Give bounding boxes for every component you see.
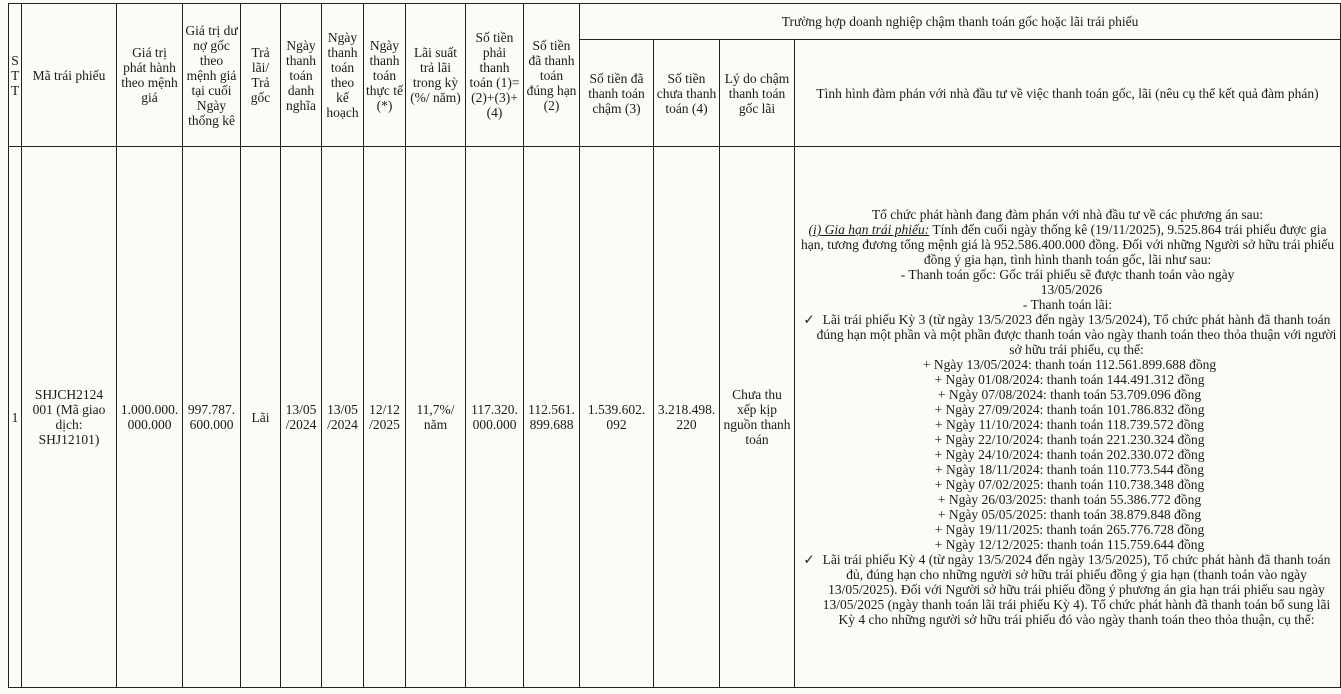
header-amount-due: Số tiền phải thanh toán (1)=(2)+(3)+(4) bbox=[466, 4, 524, 147]
payment-list bbox=[797, 357, 1338, 552]
notes-intro: Tổ chức phát hành đang đàm phán với nhà đầu tư về các phương án sau: bbox=[871, 207, 1264, 222]
cell-rate: 11,7%/ năm bbox=[406, 147, 466, 688]
payment-item: + Ngày 22/10/2024: thanh toán 221.230.324 đồng bbox=[934, 432, 1205, 447]
header-nominal-date: Ngày thanh toán danh nghĩa bbox=[281, 4, 322, 147]
bond-payment-table bbox=[8, 3, 1341, 688]
notes-period3 bbox=[797, 312, 1338, 357]
notes-principal-line: - Thanh toán gốc: Gốc trái phiếu sẽ được thanh toán vào ngày bbox=[900, 267, 1235, 282]
header-negotiation: Tình hình đàm phán với nhà đầu tư về việc thanh toán gốc, lãi (nêu cụ thể kết quả đàm phán) bbox=[795, 40, 1341, 147]
payment-item: + Ngày 07/08/2024: thanh toán 53.709.096 đồng bbox=[937, 387, 1202, 402]
cell-planned-date: 13/05 /2024 bbox=[322, 147, 364, 688]
cell-stt: 1 bbox=[9, 147, 22, 688]
cell-paid-late: 1.539.602. 092 bbox=[580, 147, 654, 688]
cell-negotiation-notes bbox=[795, 147, 1341, 688]
payment-item: + Ngày 19/11/2025: thanh toán 265.776.728 đồng bbox=[934, 522, 1205, 537]
header-planned-date: Ngày thanh toán theo kế hoạch bbox=[322, 4, 364, 147]
cell-actual-date: 12/12 /2025 bbox=[364, 147, 406, 688]
payment-item: + Ngày 24/10/2024: thanh toán 202.330.072 đồng bbox=[934, 447, 1205, 462]
cell-nominal-date: 13/05 /2024 bbox=[281, 147, 322, 688]
payment-item: + Ngày 07/02/2025: thanh toán 110.738.348 đồng bbox=[934, 477, 1205, 492]
notes-period4-text: Lãi trái phiếu Kỳ 4 (từ ngày 13/5/2024 đến ngày 13/5/2025), Tổ chức phát hành đã thanh toán đủ, đúng hạn cho những người sở hữu trái phiếu đồng ý gia hạn (thanh toán vào ngày 13/05/2025). Đối với Người sở hữu trái phiếu đồng ý phương án gia hạn trái phiếu sau ngày 13/05/2025 (ngày thanh toán lãi trái phiếu Kỳ 4). Tổ chức phát hành đã thanh toán bổ sung lãi Kỳ 4 cho những người sở hữu trái phiếu đó vào ngày thanh toán theo thỏa thuận, cụ thể: bbox=[822, 552, 1331, 627]
cell-bond-code: SHJCH2124 001 (Mã giao dịch: SHJ12101) bbox=[22, 147, 117, 688]
header-unpaid: Số tiền chưa thanh toán (4) bbox=[654, 40, 720, 147]
cell-late-reason: Chưa thu xếp kịp nguồn thanh toán bbox=[720, 147, 795, 688]
payment-item: + Ngày 12/12/2025: thanh toán 115.759.644 đồng bbox=[934, 537, 1205, 552]
cell-outstanding: 997.787. 600.000 bbox=[183, 147, 241, 688]
header-paid-late: Số tiền đã thanh toán chậm (3) bbox=[580, 40, 654, 147]
payment-item: + Ngày 01/08/2024: thanh toán 144.491.312 đồng bbox=[934, 372, 1205, 387]
header-rate: Lãi suất trả lãi trong kỳ (%/ năm) bbox=[406, 4, 466, 147]
cell-issue-value: 1.000.000. 000.000 bbox=[117, 147, 183, 688]
payment-item: + Ngày 27/09/2024: thanh toán 101.786.832 đồng bbox=[934, 402, 1205, 417]
notes-extension bbox=[797, 222, 1338, 267]
cell-pay-type: Lãi bbox=[241, 147, 281, 688]
notes-extension-text: Tính đến cuối ngày thống kê (19/11/2025), 9.525.864 trái phiếu được gia hạn, tương đương tổng mệnh giá là 952.586.400.000 đồng. Đối với những Người sở hữu trái phiếu đồng ý gia hạn, tình hình thanh toán gốc, lãi như sau: bbox=[800, 222, 1335, 267]
notes-period3-text: Lãi trái phiếu Kỳ 3 (từ ngày 13/5/2023 đến ngày 13/5/2024), Tổ chức phát hành đã thanh toán đúng hạn một phần và một phần được thanh toán vào ngày thanh toán theo thỏa thuận với người sở hữu trái phiếu, cụ thể: bbox=[816, 312, 1337, 357]
cell-unpaid: 3.218.498. 220 bbox=[654, 147, 720, 688]
header-outstanding: Giá trị dư nợ gốc theo mệnh giá tại cuối Ngày thống kê bbox=[183, 4, 241, 147]
payment-item: + Ngày 18/11/2024: thanh toán 110.773.544 đồng bbox=[934, 462, 1205, 477]
cell-amount-due: 117.320. 000.000 bbox=[466, 147, 524, 688]
header-pay-type: Trả lãi/ Trả gốc bbox=[241, 4, 281, 147]
header-stt: S T T bbox=[9, 4, 22, 147]
check-icon: ✓ bbox=[803, 312, 815, 327]
notes-principal-date: 13/05/2026 bbox=[1040, 282, 1103, 297]
payment-item: + Ngày 26/03/2025: thanh toán 55.386.772 đồng bbox=[937, 492, 1202, 507]
header-late-reason: Lý do chậm thanh toán gốc lãi bbox=[720, 40, 795, 147]
header-bond-code: Mã trái phiếu bbox=[22, 4, 117, 147]
table-row bbox=[9, 147, 1341, 688]
notes-interest-line: - Thanh toán lãi: bbox=[1022, 297, 1113, 312]
header-actual-date: Ngày thanh toán thực tế (*) bbox=[364, 4, 406, 147]
notes-period4 bbox=[797, 552, 1338, 627]
check-icon: ✓ bbox=[803, 552, 815, 567]
header-issue-value: Giá trị phát hành theo mệnh giá bbox=[117, 4, 183, 147]
payment-item: + Ngày 13/05/2024: thanh toán 112.561.899.688 đồng bbox=[922, 357, 1217, 372]
payment-item: + Ngày 05/05/2025: thanh toán 38.879.848 đồng bbox=[937, 507, 1202, 522]
header-late-payment-group: Trường hợp doanh nghiệp chậm thanh toán gốc hoặc lãi trái phiếu bbox=[580, 4, 1341, 40]
notes-extension-label: (i) Gia hạn trái phiếu: bbox=[808, 222, 930, 237]
cell-paid-on-time: 112.561. 899.688 bbox=[524, 147, 580, 688]
header-paid-on-time: Số tiền đã thanh toán đúng hạn (2) bbox=[524, 4, 580, 147]
payment-item: + Ngày 11/10/2024: thanh toán 118.739.572 đồng bbox=[934, 417, 1205, 432]
